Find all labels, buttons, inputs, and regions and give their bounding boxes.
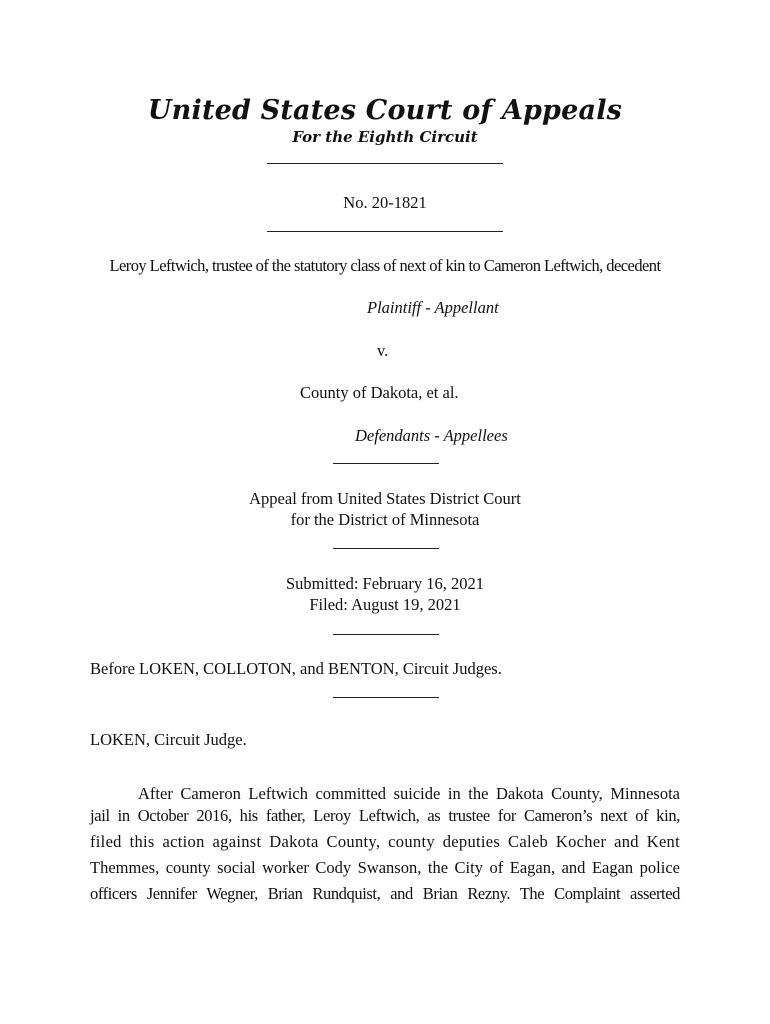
plaintiff-name: Leroy Leftwich, trustee of the statutory class of next of kin to Cameron Leftwich, decedent [109, 256, 661, 275]
appeal-line-1: Appeal from United States District Court [249, 489, 521, 508]
divider-rule [267, 231, 503, 232]
opinion-text-line: After Cameron Leftwich committed suicide in the Dakota County, Minnesota [138, 784, 680, 803]
panel-judges: Before LOKEN, COLLOTON, and BENTON, Circuit Judges. [90, 659, 502, 678]
filed-date: Filed: August 19, 2021 [309, 595, 461, 614]
divider-rule [333, 548, 439, 549]
appeal-line-2: for the District of Minnesota [290, 510, 480, 529]
court-name: United States Court of Appeals [147, 95, 623, 126]
circuit-name: For the Eighth Circuit [292, 128, 478, 146]
opinion-text-line: Themmes, county social worker Cody Swanson, the City of Eagan, and Eagan police [90, 858, 680, 877]
divider-rule [333, 697, 439, 698]
opinion-text-line: jail in October 2016, his father, Leroy Leftwich, as trustee for Cameron’s next of kin, [90, 806, 680, 825]
opinion-text-line: filed this action against Dakota County, county deputies Caleb Kocher and Kent [90, 832, 680, 851]
submitted-date: Submitted: February 16, 2021 [286, 574, 484, 593]
opinion-author: LOKEN, Circuit Judge. [90, 730, 247, 749]
divider-rule [267, 163, 503, 164]
divider-rule [333, 634, 439, 635]
defendant-role: Defendants - Appellees [355, 426, 508, 445]
versus: v. [377, 341, 389, 360]
plaintiff-role: Plaintiff - Appellant [367, 298, 499, 317]
opinion-text-line: officers Jennifer Wegner, Brian Rundquist, and Brian Rezny. The Complaint asserted [90, 884, 680, 903]
defendant-name: County of Dakota, et al. [300, 383, 459, 402]
divider-rule [333, 463, 439, 464]
case-number: No. 20-1821 [343, 193, 427, 212]
